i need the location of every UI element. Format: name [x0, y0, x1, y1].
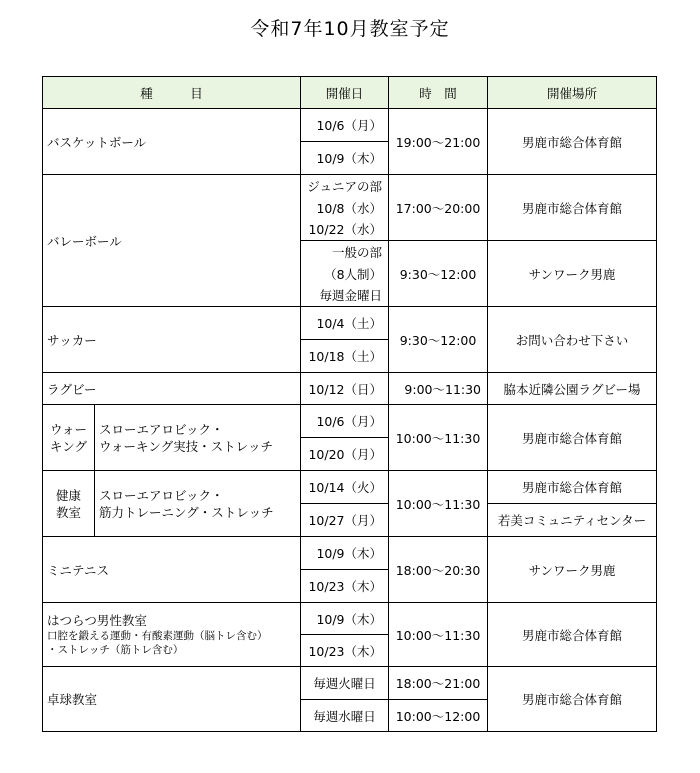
table-row: [43, 373, 657, 405]
header-time: 時 間: [389, 77, 488, 109]
event-date: 10/9（木）: [301, 537, 389, 570]
event-date-label: ジュニアの部: [301, 175, 389, 197]
event-name-line: はつらつ男性教室: [47, 613, 147, 628]
event-date-note: （8人制）: [301, 263, 389, 285]
event-venue: 男鹿市総合体育館: [488, 405, 657, 471]
event-description-line: ・ストレッチ（筋トレ含む）: [47, 644, 184, 656]
event-venue: 若美コミュニティセンター: [488, 504, 657, 537]
event-venue: 男鹿市総合体育館: [488, 109, 657, 175]
event-time: 18:00～21:00: [389, 667, 488, 700]
event-date: 毎週水曜日: [301, 700, 389, 732]
event-name-line: キング: [49, 438, 88, 454]
event-venue: サンワーク男鹿: [488, 241, 657, 307]
event-venue: 男鹿市総合体育館: [488, 667, 657, 732]
event-description: [95, 405, 301, 471]
event-date: 毎週火曜日: [301, 667, 389, 700]
event-venue: お問い合わせ下さい: [488, 307, 657, 373]
event-time: 10:00～11:30: [389, 405, 488, 471]
event-time: 9:30～12:00: [389, 307, 488, 373]
event-date: 10/6（月）: [301, 109, 389, 142]
event-venue: 脇本近隣公園ラグビー場: [488, 373, 657, 405]
event-description-line: スローエアロビック・: [99, 421, 224, 437]
event-date: 10/23（木）: [301, 570, 389, 603]
event-name: ラグビー: [43, 373, 301, 405]
table-row: [43, 109, 657, 142]
event-time: 10:00～11:30: [389, 471, 488, 537]
table-row: [43, 471, 657, 504]
event-date-label: 一般の部: [301, 241, 389, 263]
event-time: 10:00～12:00: [389, 700, 488, 732]
event-description-line: 口腔を鍛える運動・有酸素運動（脳トレ含む）: [47, 630, 268, 642]
event-name: バスケットボール: [43, 109, 301, 175]
event-date: 毎週金曜日: [301, 285, 389, 307]
event-date: 10/9（木）: [301, 142, 389, 175]
event-name: [43, 603, 301, 667]
event-name: サッカー: [43, 307, 301, 373]
event-description-line: スローエアロビック・: [99, 487, 224, 503]
event-time: 18:00～20:30: [389, 537, 488, 603]
event-time: 17:00～20:00: [389, 175, 488, 241]
header-date: 開催日: [301, 77, 389, 109]
header-venue: 開催場所: [488, 77, 657, 109]
event-time: 19:00～21:00: [389, 109, 488, 175]
event-name-line: ウォー: [49, 421, 87, 437]
event-name: ミニテニス: [43, 537, 301, 603]
event-time: 9:30～12:00: [389, 241, 488, 307]
event-date: 10/12（日）: [301, 373, 389, 405]
event-venue: 男鹿市総合体育館: [488, 471, 657, 504]
event-date: 10/22（水）: [301, 219, 389, 241]
event-date: 10/18（土）: [301, 340, 389, 373]
event-date: 10/6（月）: [301, 405, 389, 438]
event-description-line: ウォーキング実技・ストレッチ: [99, 438, 274, 454]
table-row: [43, 405, 657, 438]
header-row: [43, 77, 657, 109]
event-name: [43, 471, 95, 537]
event-time: 9:00～11:30: [389, 373, 488, 405]
header-event: 種 目: [43, 77, 301, 109]
event-name: バレーボール: [43, 175, 301, 307]
event-date: 10/20（月）: [301, 438, 389, 471]
event-date: 10/14（火）: [301, 471, 389, 504]
table-row: [43, 537, 657, 570]
event-venue: サンワーク男鹿: [488, 537, 657, 603]
table-row: [43, 175, 657, 197]
event-venue: 男鹿市総合体育館: [488, 175, 657, 241]
event-name-line: 健康: [55, 487, 81, 503]
event-description-line: 筋力トレーニング・ストレッチ: [99, 504, 274, 520]
schedule-table: [42, 76, 657, 732]
event-date: 10/4（土）: [301, 307, 389, 340]
event-date: 10/23（木）: [301, 635, 389, 667]
event-date: 10/27（月）: [301, 504, 389, 537]
page-title: 令和7年10月教室予定: [250, 18, 450, 40]
event-name: [43, 405, 95, 471]
event-name-line: 教室: [55, 504, 81, 520]
table-row: [43, 307, 657, 340]
event-venue: 男鹿市総合体育館: [488, 603, 657, 667]
event-date: 10/9（木）: [301, 603, 389, 635]
event-date: 10/8（水）: [301, 197, 389, 219]
table-row: [43, 667, 657, 700]
event-description: [95, 471, 301, 537]
event-time: 10:00～11:30: [389, 603, 488, 667]
table-row: [43, 603, 657, 635]
event-name: 卓球教室: [43, 667, 301, 732]
